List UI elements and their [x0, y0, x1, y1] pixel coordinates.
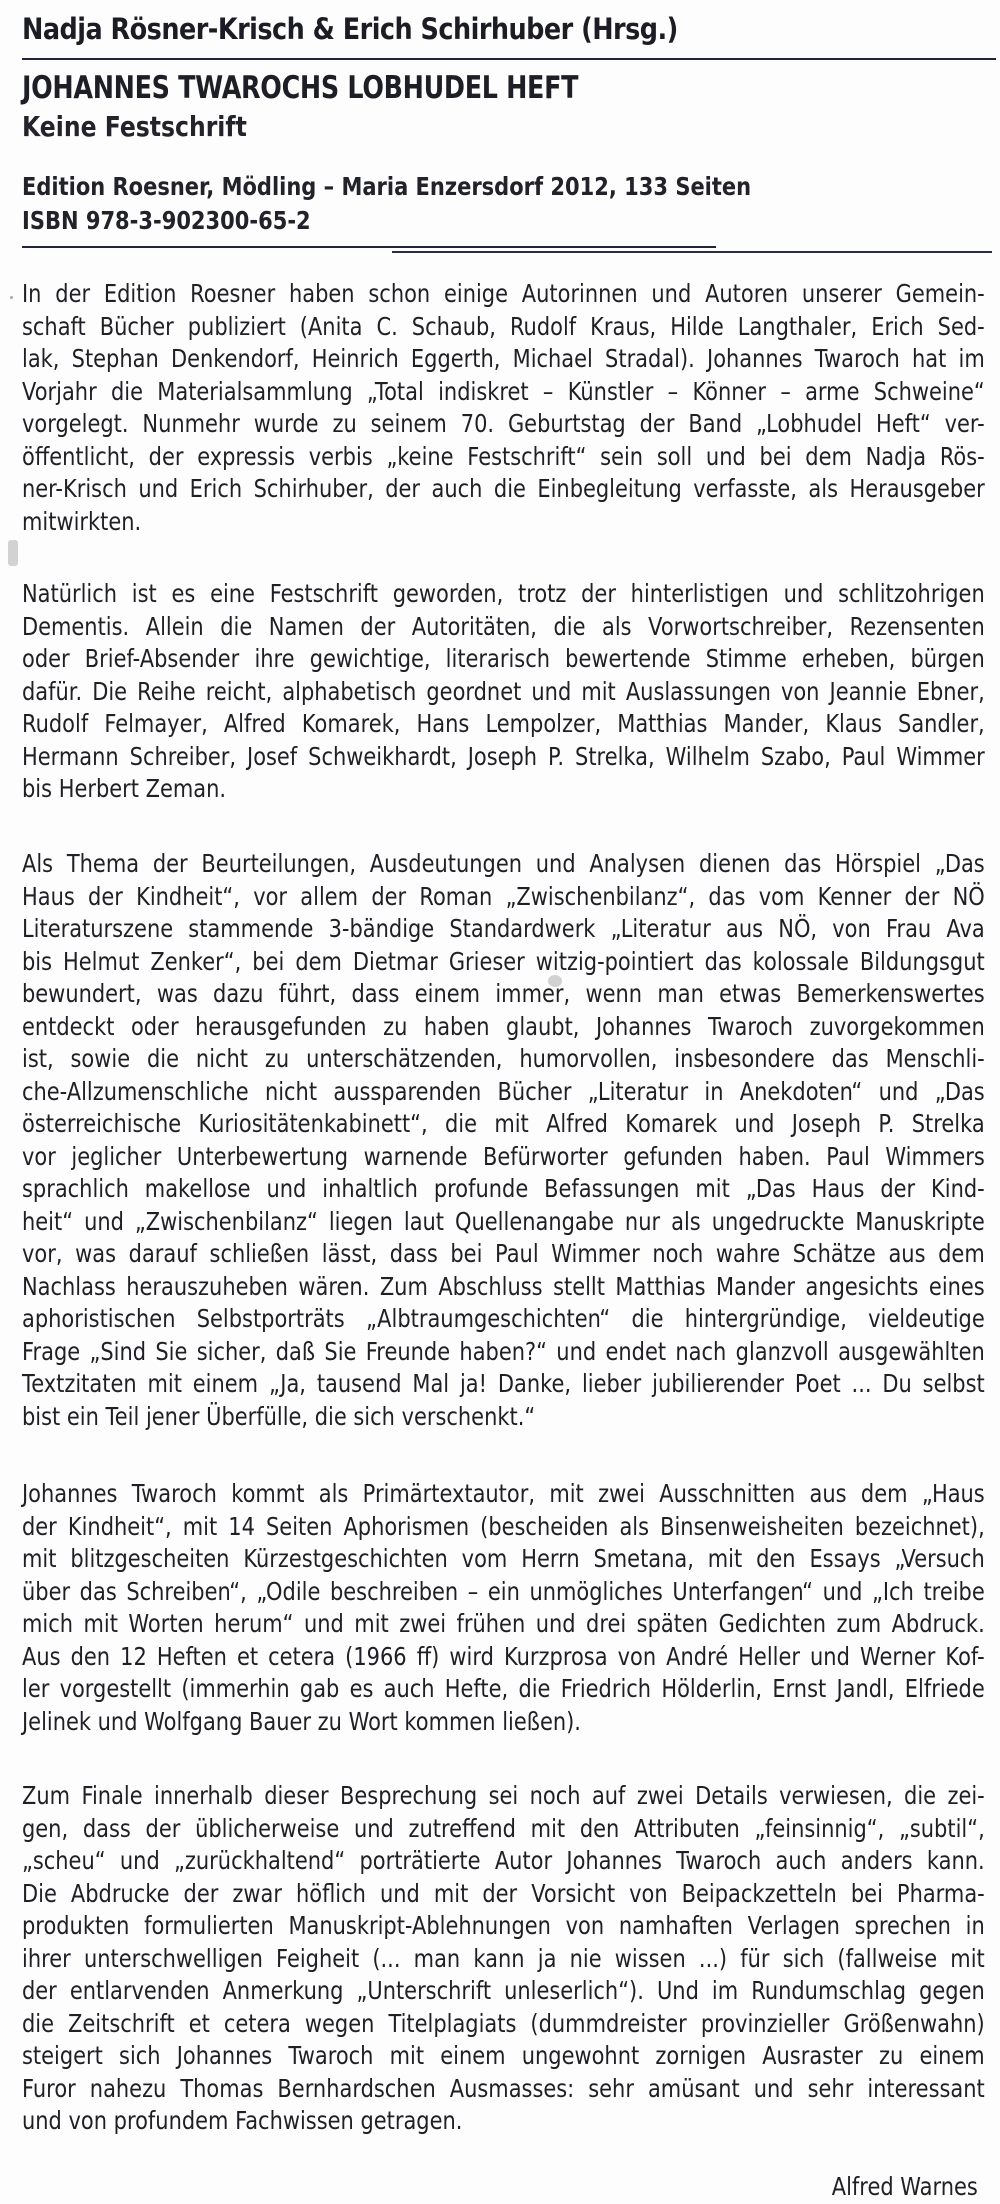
header-rule-bottom	[22, 246, 716, 248]
text-line: der entlarvenden Anmerkung „Unterschrift unleserlich“). Und im Rundumschlag gegen	[22, 1976, 985, 2005]
text-line: Natürlich ist es eine Festschrift geworden, trotz der hinterlistigen und schlitzohrigen	[22, 579, 985, 608]
header-rule-bottom-right	[392, 251, 992, 253]
paragraph-5	[22, 1780, 985, 2138]
text-line: ner-Krisch und Erich Schirhuber, der auch die Einbegleitung verfasste, als Herausgeber	[22, 474, 985, 503]
paragraph-3	[22, 848, 985, 1433]
paragraph-2	[22, 578, 985, 806]
text-line: lak, Stephan Denkendorf, Heinrich Eggerth, Michael Stradal). Johannes Twaroch hat im	[22, 344, 985, 373]
text-line: sprachlich makellose und inhaltlich profunde Befassungen mit „Das Haus der Kind-	[22, 1174, 985, 1203]
text-line: vor jeglicher Unterbewertung warnende Befürworter gefunden haben. Paul Wimmers	[22, 1141, 985, 1171]
text-line: steigert sich Johannes Twaroch mit einem ungewohnt zornigen Ausraster zu einem	[22, 2041, 985, 2070]
book-title: JOHANNES TWAROCHS LOBHUDEL HEFT	[22, 70, 579, 106]
text-line: ist, sowie die nicht zu unterschätzenden, humorvollen, insbesondere das Menschli-	[22, 1044, 985, 1073]
text-line: ihrer unterschwelligen Feigheit (... man kann ja nie wissen ...) für sich (fallweise mit	[22, 1943, 985, 1973]
text-line: bis Herbert Zeman.	[22, 774, 227, 803]
text-line: dafür. Die Reihe reicht, alphabetisch geordnet und mit Auslassungen von Jeannie Ebner,	[22, 676, 985, 706]
book-subtitle: Keine Festschrift	[22, 110, 247, 143]
text-line: öffentlicht, der expressis verbis „keine Festschrift“ sein soll und bei dem Nadja Rös-	[22, 441, 985, 471]
text-line: Nachlass herauszuheben wären. Zum Abschluss stellt Matthias Mander angesichts eines	[22, 1271, 985, 1301]
paragraph-1	[22, 278, 985, 538]
text-line: heit“ und „Zwischenbilanz“ liegen laut Quellenangabe nur als ungedruckte Manuskripte	[22, 1206, 985, 1236]
text-line: Die Abdrucke der zwar höflich und mit der Vorsicht von Beipackzetteln bei Pharma-	[22, 1878, 985, 1908]
text-line: österreichische Kuriositätenkabinett“, die mit Alfred Komarek und Joseph P. Strelka	[22, 1109, 985, 1138]
text-line: Vorjahr die Materialsammlung „Total indiskret – Künstler – Könner – arme Schweine“	[22, 376, 985, 406]
text-line: Furor nahezu Thomas Bernhardschen Ausmasses: sehr amüsant und sehr interessant	[22, 2073, 985, 2103]
scan-smudge	[548, 975, 562, 987]
text-line: aphoristischen Selbstporträts „Albtraumgeschichten“ die hintergründige, vieldeutige	[22, 1304, 985, 1333]
text-line: Hermann Schreiber, Josef Schweikhardt, Joseph P. Strelka, Wilhelm Szabo, Paul Wimmer	[22, 741, 985, 771]
isbn: ISBN 978-3-902300-65-2	[22, 206, 311, 235]
text-line: Rudolf Felmayer, Alfred Komarek, Hans Lempolzer, Matthias Mander, Klaus Sandler,	[22, 709, 985, 738]
text-line: Textzitaten mit einem „Ja, tausend Mal ja! Danke, lieber jubilierender Poet ... Du selbst	[22, 1369, 985, 1398]
text-line: Dementis. Allein die Namen der Autoritäten, die als Vorwortschreiber, Rezensenten	[22, 611, 985, 641]
text-line: Frage „Sind Sie sicher, daß Sie Freunde haben?“ und endet nach glanzvoll ausgewählten	[22, 1336, 985, 1366]
scan-speck	[10, 296, 13, 299]
text-line: entdeckt oder herausgefunden zu haben glaubt, Johannes Twaroch zuvorgekommen	[22, 1011, 985, 1041]
editors-line: Nadja Rösner-Krisch & Erich Schirhuber (Hrsg.)	[22, 12, 678, 46]
text-line: die Zeitschrift et cetera wegen Titelplagiats (dummdreister provinzieller Größenwahn)	[22, 2008, 985, 2038]
text-line: Johannes Twaroch kommt als Primärtextautor, mit zwei Ausschnitten aus dem „Haus	[22, 1479, 985, 1508]
text-line: über das Schreiben“, „Odile beschreiben – ein unmögliches Unterfangen“ und „Ich treibe	[22, 1576, 985, 1606]
text-line: Aus den 12 Heften et cetera (1966 ff) wird Kurzprosa von André Heller und Werner Kof-	[22, 1641, 985, 1671]
text-line: che-Allzumenschliche nicht aussparenden Bücher „Literatur in Anekdoten“ und „Das	[22, 1076, 985, 1106]
text-line: und von profundem Fachwissen getragen.	[22, 2106, 463, 2135]
text-line: In der Edition Roesner haben schon einige Autorinnen und Autoren unserer Gemein-	[22, 279, 985, 308]
author-signature: Alfred Warnes	[831, 2172, 978, 2201]
text-line: der Kindheit“, mit 14 Seiten Aphorismen (bescheiden als Binsenweisheiten bezeichnet),	[22, 1511, 985, 1541]
text-line: mich mit Worten herum“ und mit zwei frühen und drei späten Gedichten zum Abdruck.	[22, 1609, 985, 1638]
text-line: Als Thema der Beurteilungen, Ausdeutungen und Analysen dienen das Hörspiel „Das	[22, 849, 985, 878]
text-line: „scheu“ und „zurückhaltend“ porträtierte Autor Johannes Twaroch auch anders kann.	[22, 1846, 985, 1875]
text-line: Haus der Kindheit“, vor allem der Roman „Zwischenbilanz“, das vom Kenner der NÖ	[22, 881, 985, 911]
text-line: vor, was darauf schließen lässt, dass bei Paul Wimmer noch wahre Schätze aus dem	[22, 1239, 985, 1268]
publication-info: Edition Roesner, Mödling – Maria Enzersdorf 2012, 133 Seiten	[22, 172, 752, 201]
scan-smudge	[8, 540, 18, 566]
text-line: schaft Bücher publiziert (Anita C. Schaub, Rudolf Kraus, Hilde Langthaler, Erich Sed-	[22, 311, 985, 341]
text-line: mitwirkten.	[22, 506, 142, 536]
text-line: gen, dass der üblicherweise und zutreffend mit den Attributen „feinsinnig“, „subtil“,	[22, 1813, 985, 1843]
text-line: bist ein Teil jener Überfülle, die sich verschenkt.“	[22, 1401, 536, 1431]
text-line: bewundert, was dazu führt, dass einem immer, wenn man etwas Bemerkenswertes	[22, 979, 985, 1008]
header-rule-top	[22, 58, 996, 60]
text-line: Literaturszene stammende 3-bändige Standardwerk „Literatur aus NÖ, von Frau Ava	[22, 914, 985, 943]
text-line: bis Helmut Zenker“, bei dem Dietmar Grieser witzig-pointiert das kolossale Bildungsgut	[22, 946, 985, 976]
text-line: Zum Finale innerhalb dieser Besprechung sei noch auf zwei Details verwiesen, die zei-	[22, 1781, 985, 1810]
text-line: mit blitzgescheiten Kürzestgeschichten vom Herrn Smetana, mit den Essays „Versuch	[22, 1544, 985, 1573]
text-line: Jelinek und Wolfgang Bauer zu Wort kommen ließen).	[22, 1706, 581, 1736]
text-line: oder Brief-Absender ihre gewichtige, literarisch bewertende Stimme erheben, bürgen	[22, 644, 985, 673]
text-line: vorgelegt. Nunmehr wurde zu seinem 70. Geburtstag der Band „Lobhudel Heft“ ver-	[22, 409, 985, 438]
text-line: produkten formulierten Manuskript-Ablehnungen von namhaften Verlagen sprechen in	[22, 1911, 985, 1940]
paragraph-4	[22, 1478, 985, 1738]
text-line: ler vorgestellt (immerhin gab es auch Hefte, die Friedrich Hölderlin, Ernst Jandl, Elfriede	[22, 1674, 985, 1703]
